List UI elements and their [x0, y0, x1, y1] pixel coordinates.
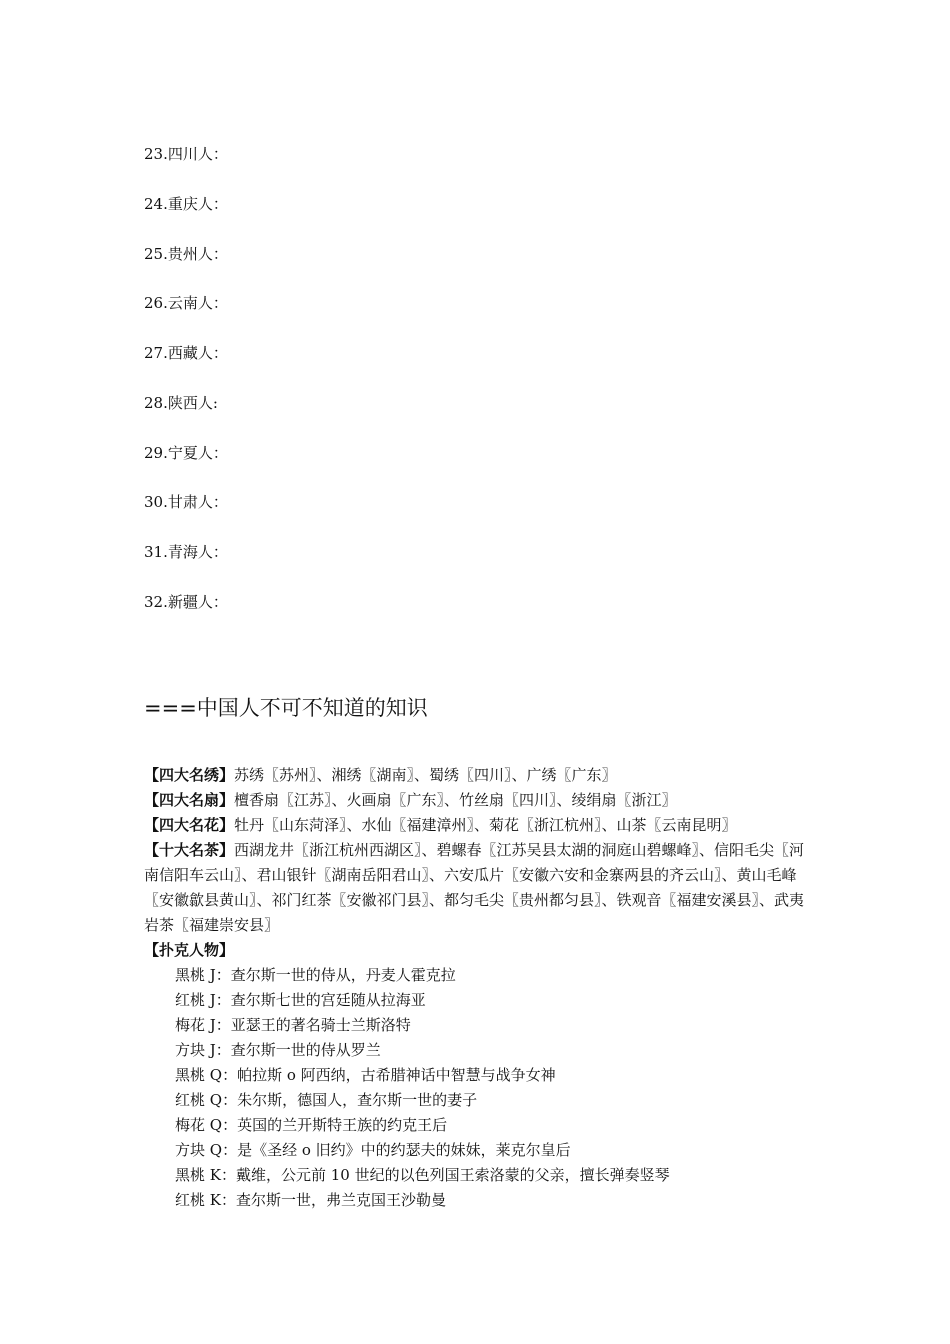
fact-tag: 【十大名茶】 [144, 841, 235, 859]
province-item: 23.四川人： [144, 145, 228, 163]
section-heading: ===中国人不可不知道的知识 [144, 696, 428, 720]
province-item: 24.重庆人： [144, 195, 228, 213]
fact-paragraph [144, 763, 810, 788]
fact-text: 檀香扇〖江苏〗、火画扇〖广东〗、竹丝扇〖四川〗、绫绢扇〖浙江〗 [234, 791, 677, 809]
province-item: 25.贵州人： [144, 245, 228, 263]
fact-tag: 【四大名扇】 [144, 791, 235, 809]
poker-heading-label: 【扑克人物】 [144, 941, 235, 959]
fact-paragraph [144, 813, 810, 838]
poker-entry: 方块 J：查尔斯一世的侍从罗兰 [175, 1041, 381, 1059]
poker-entry: 黑桃 K：戴维，公元前 10 世纪的以色列国王索洛蒙的父亲，擅长弹奏竖琴 [175, 1166, 670, 1184]
knowledge-block [144, 763, 810, 1213]
province-item: 30.甘肃人： [144, 493, 228, 511]
poker-entry: 黑桃 Q：帕拉斯 o 阿西纳，古希腊神话中智慧与战争女神 [175, 1066, 556, 1084]
province-item: 26.云南人： [144, 294, 228, 312]
poker-entry: 梅花 J：亚瑟王的著名骑士兰斯洛特 [175, 1016, 411, 1034]
fact-tag: 【四大名绣】 [144, 766, 235, 784]
province-item: 27.西藏人： [144, 344, 228, 362]
poker-entry: 红桃 J：查尔斯七世的宫廷随从拉海亚 [175, 991, 426, 1009]
fact-paragraph [144, 788, 810, 813]
province-item: 32.新疆人： [144, 593, 228, 611]
poker-entry: 方块 Q：是《圣经 o 旧约》中的约瑟夫的妹妹，莱克尔皇后 [175, 1141, 571, 1159]
province-item: 31.青海人： [144, 543, 228, 561]
fact-text: 苏绣〖苏州〗、湘绣〖湖南〗、蜀绣〖四川〗、广绣〖广东〗 [234, 766, 617, 784]
province-item: 29.宁夏人： [144, 444, 228, 462]
fact-text: 西湖龙井〖浙江杭州西湖区〗、碧螺春〖江苏吴县太湖的洞庭山碧螺峰〗、信阳毛尖〖河南信阳车云山〗、君山银针〖湖南岳阳君山〗、六安瓜片〖安徽六安和金寨两县的齐云山〗、黄山毛峰〖安徽歙县黄山〗、祁门红茶〖安徽祁门县〗、都匀毛尖〖贵州都匀县〗、铁观音〖福建安溪县〗、武夷岩茶〖福建崇安县〗 [144, 841, 805, 934]
fact-paragraph [144, 838, 810, 938]
poker-entry: 红桃 Q：朱尔斯，德国人，查尔斯一世的妻子 [175, 1091, 478, 1109]
province-item: 28.陕西人: [144, 394, 218, 412]
fact-tag: 【四大名花】 [144, 816, 235, 834]
poker-entry: 红桃 K：查尔斯一世，弗兰克国王沙勒曼 [175, 1191, 446, 1209]
poker-entry: 梅花 Q：英国的兰开斯特王族的约克王后 [175, 1116, 448, 1134]
poker-heading [144, 938, 810, 963]
poker-entry: 黑桃 J：查尔斯一世的侍从，丹麦人霍克拉 [175, 966, 456, 984]
fact-text: 牡丹〖山东菏泽〗、水仙〖福建漳州〗、菊花〖浙江杭州〗、山茶〖云南昆明〗 [234, 816, 737, 834]
